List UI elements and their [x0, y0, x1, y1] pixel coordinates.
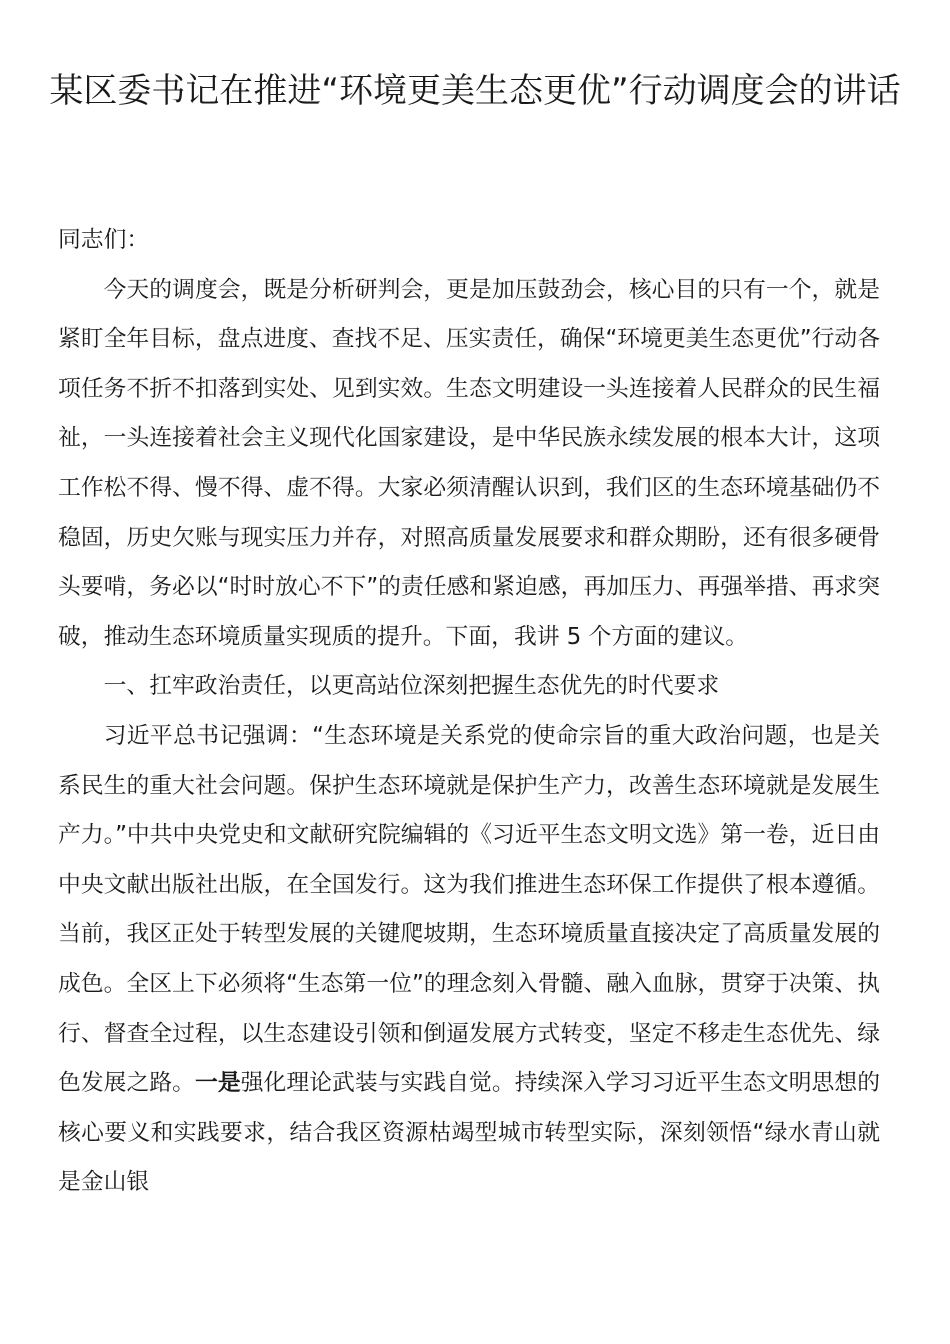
document-title: 某区委书记在推进“环境更美生态更优”行动调度会的讲话 [49, 71, 901, 111]
section-1-paragraph [58, 712, 880, 1208]
section-1-bold-lead: 一是 [195, 1070, 241, 1097]
intro-paragraph: 今天的调度会，既是分析研判会，更是加压鼓劲会，核心目的只有一个，就是紧盯全年目标，盘点进度、查找不足、压实责任，确保“环境更美生态更优”行动各项任务不折不扣落到实处、见到实效。生态文明建设一头连接着人民群众的民生福祉，一头连接着社会主义现代化国家建设，是中华民族永续发展的根本大计，这项工作松不得、慢不得、虚不得。大家必须清醒认识到，我们区的生态环境基础仍不稳固，历史欠账与现实压力并存，对照高质量发展要求和群众期盼，还有很多硬骨头要啃，务必以“时时放心不下”的责任感和紧迫感，再加压力、再强举措、再求突破，推动生态环境质量实现质的提升。下面，我讲 5 个方面的建议。 [58, 276, 880, 650]
document-body [58, 216, 880, 1208]
salutation: 同志们： [58, 227, 150, 253]
section-1-body-a: 习近平总书记强调：“生态环境是关系党的使命宗旨的重大政治问题，也是关系民生的重大社会问题。保护生态环境就是保护生产力，改善生态环境就是发展生产力。”中共中央党史和文献研究院编辑的《习近平生态文明文选》第一卷，近日由中央文献出版社出版，在全国发行。这为我们推进生态环保工作提供了根本遵循。当前，我区正处于转型发展的关键爬坡期，生态环境质量直接决定了高质量发展的成色。全区上下必须将“生态第一位”的理念刻入骨髓、融入血脉，贯穿于决策、执行、督查全过程，以生态建设引领和倒逼发展方式转变，坚定不移走生态优先、绿色发展之路。 [58, 722, 880, 1097]
section-heading-1: 一、扛牢政治责任，以更高站位深刻把握生态优先的时代要求 [103, 673, 720, 700]
section-1-body-b: 强化理论武装与实践自觉。持续深入学习习近平生态文明思想的核心要义和实践要求，结合我区资源枯竭型城市转型实际，深刻领悟“绿水青山就是金山银 [58, 1070, 881, 1196]
